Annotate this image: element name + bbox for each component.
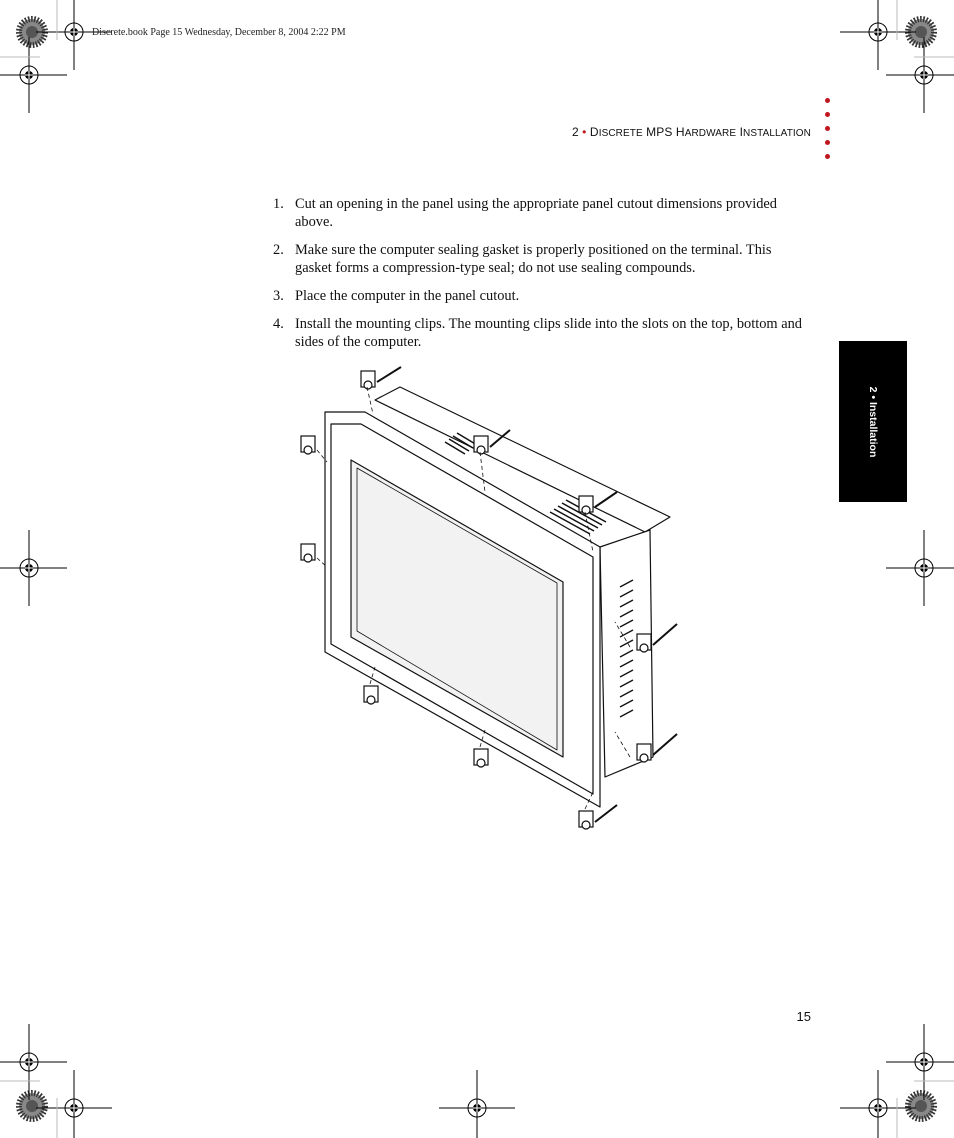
- chapter-thumb-tab: [839, 341, 907, 502]
- decorative-dots: [825, 98, 830, 168]
- chapter-bullet: •: [582, 125, 587, 139]
- running-head: [572, 125, 811, 139]
- chapter-number: 2: [571, 125, 579, 139]
- list-item: 3. Place the computer in the panel cutout.: [273, 288, 520, 304]
- list-item: 2. Make sure the computer sealing gasket is properly positioned on the terminal. This gasket forms a compression-type seal; do not use sealing compounds.: [273, 242, 772, 276]
- list-item: 4. Install the mounting clips. The mounting clips slide into the slots on the top, bottom and sides of the computer.: [273, 316, 802, 350]
- installation-steps: [273, 195, 803, 361]
- page-number: 15: [796, 1009, 811, 1024]
- mounting-clips-illustration: [295, 362, 685, 842]
- print-slug: Discrete.book Page 15 Wednesday, December 8, 2004 2:22 PM: [92, 27, 346, 38]
- thumb-tab-label: 2 • Installation: [867, 386, 879, 457]
- list-item: 1. Cut an opening in the panel using the appropriate panel cutout dimensions provided above.: [273, 196, 777, 230]
- chapter-title: DISCRETE MPS HARDWARE INSTALLATION: [589, 125, 811, 139]
